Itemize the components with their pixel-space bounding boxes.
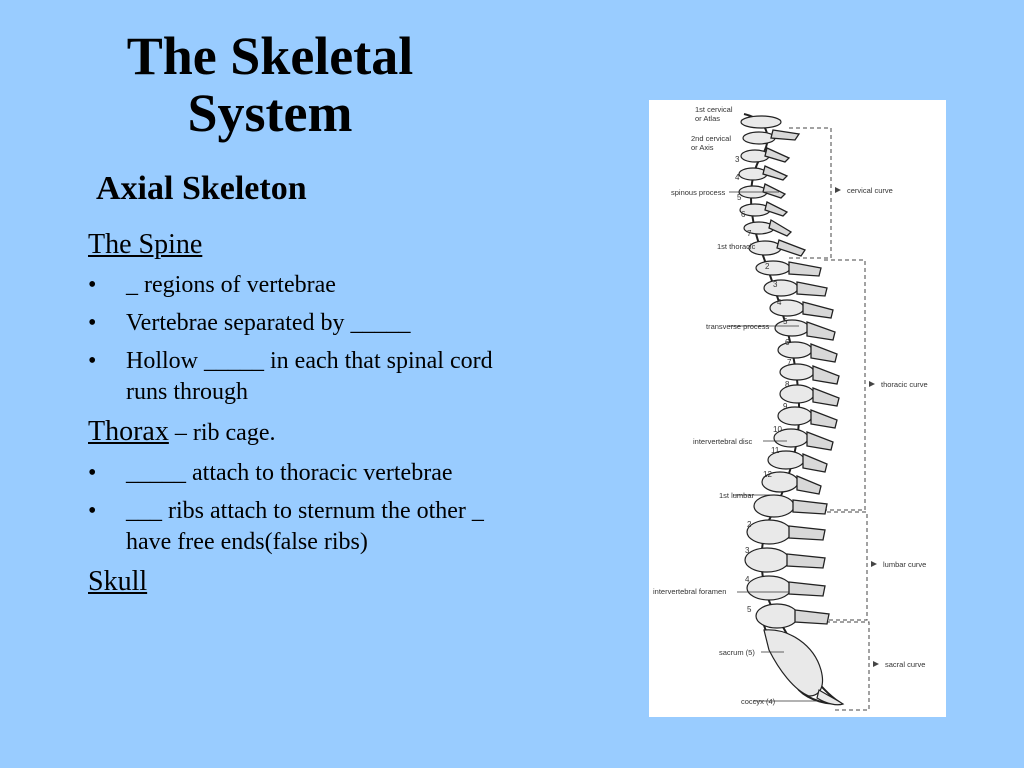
vertebra-number: 6 xyxy=(741,210,746,219)
bullet-text: Hollow _____ in each that spinal cord runs through xyxy=(126,348,493,405)
label-transverse-process: transverse process xyxy=(706,322,770,331)
list-item xyxy=(88,496,508,558)
list-item xyxy=(88,346,508,408)
title-line-1: The Skeletal xyxy=(126,26,414,86)
label-lumbar-curve: lumbar curve xyxy=(883,560,927,569)
vertebra-number: 3 xyxy=(773,280,778,289)
vertebra-number: 5 xyxy=(747,605,752,614)
vertebral-column xyxy=(739,114,843,705)
bullet-icon: • xyxy=(88,310,97,336)
label-atlas: or Atlas xyxy=(695,114,721,123)
vertebra-number: 2 xyxy=(765,262,770,271)
label-coccyx: coccyx (4) xyxy=(741,697,776,706)
list-item xyxy=(88,270,508,301)
bullet-text: ___ ribs attach to sternum the other _ have free ends(false ribs) xyxy=(126,498,484,555)
label-spinous-process: spinous process xyxy=(671,188,726,197)
spine-diagram xyxy=(649,100,946,717)
vertebra-number: 3 xyxy=(735,155,740,164)
spine-diagram-svg xyxy=(649,100,946,717)
vertebra-number: 5 xyxy=(783,317,788,326)
label-sacrum: sacrum (5) xyxy=(719,648,755,657)
vertebra-number: 10 xyxy=(773,425,782,434)
vertebra-number: 5 xyxy=(737,193,742,202)
vertebra-number: 12 xyxy=(763,470,772,479)
label-2nd-cervical: 2nd cervical xyxy=(691,134,732,143)
bullet-text: _ regions of vertebrae xyxy=(126,272,336,298)
list-item xyxy=(88,458,508,489)
bullet-icon: • xyxy=(88,272,97,298)
vertebra-number: 11 xyxy=(771,446,780,455)
title-line-2: System xyxy=(187,83,353,143)
skull-heading-text: Skull xyxy=(88,566,148,597)
bullet-text: Vertebrae separated by _____ xyxy=(126,310,411,336)
vertebra-number: 6 xyxy=(785,338,790,347)
label-1st-cervical: 1st cervical xyxy=(695,105,733,114)
curve-arrows xyxy=(835,187,879,667)
label-thoracic-curve: thoracic curve xyxy=(881,380,928,389)
vertebra-number: 9 xyxy=(783,402,788,411)
thorax-bullet-list xyxy=(88,458,508,558)
vertebra-number: 7 xyxy=(787,358,792,367)
vertebra-number: 8 xyxy=(785,380,790,389)
vertebra-number: 3 xyxy=(745,546,750,555)
bullet-icon: • xyxy=(88,498,97,524)
spine-heading-text: The Spine xyxy=(88,229,203,260)
spine-heading xyxy=(88,228,508,262)
label-1st-thoracic: 1st thoracic xyxy=(717,242,756,251)
vertebra-number: 7 xyxy=(747,229,752,238)
slide-subtitle: Axial Skeleton xyxy=(96,170,307,207)
bullet-icon: • xyxy=(88,460,97,486)
vertebra-number: 4 xyxy=(777,298,782,307)
slide-body xyxy=(88,226,508,607)
vertebra-number: 2 xyxy=(747,520,752,529)
slide-title xyxy=(40,28,500,142)
thorax-heading-rest: – rib cage. xyxy=(168,420,276,446)
thorax-heading-text: Thorax xyxy=(88,416,169,447)
label-intervertebral-disc: intervertebral disc xyxy=(693,437,753,446)
vertebra-number: 4 xyxy=(735,173,740,182)
spine-bullet-list xyxy=(88,270,508,408)
label-cervical-curve: cervical curve xyxy=(847,186,893,195)
label-axis: or Axis xyxy=(691,143,714,152)
bullet-text: _____ attach to thoracic vertebrae xyxy=(126,460,453,486)
vertebra-number: 4 xyxy=(745,575,750,584)
skull-heading xyxy=(88,565,508,599)
label-intervertebral-foramen: intervertebral foramen xyxy=(653,587,727,596)
bullet-icon: • xyxy=(88,348,97,374)
list-item xyxy=(88,308,508,339)
label-1st-lumbar: 1st lumbar xyxy=(719,491,755,500)
label-sacral-curve: sacral curve xyxy=(885,660,926,669)
thorax-heading xyxy=(88,415,508,450)
